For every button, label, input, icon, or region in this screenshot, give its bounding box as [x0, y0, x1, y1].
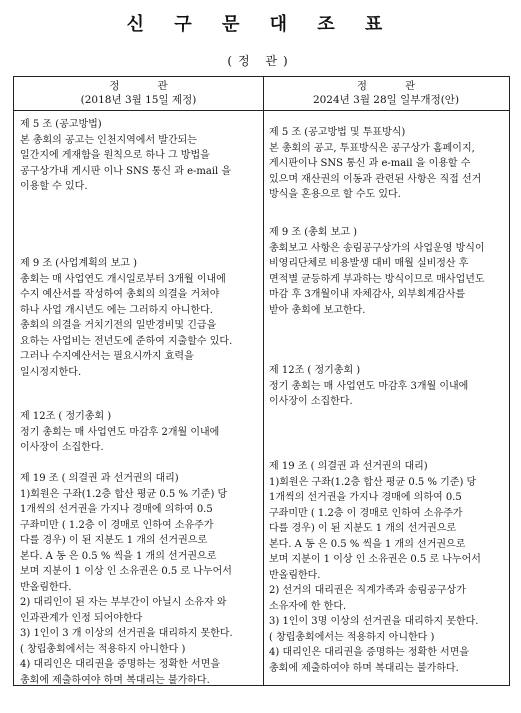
article-line: 1)회원은 구좌(1.2층 합산 평균 0.5 % 기준) 당 — [269, 476, 477, 488]
old-article-19 — [20, 471, 259, 688]
article-line: 게시판이나 SNS 통신 과 e-mail 을 이용할 수 — [269, 158, 471, 169]
old-article-5 — [20, 117, 259, 195]
article-line: 인과관계가 인정 되어야한다 — [20, 612, 143, 624]
article-heading: 제 12조 ( 정기총회 ) — [269, 365, 361, 376]
article-heading: 제 5 조 (공고방법) — [20, 119, 102, 130]
article-line: 정기 총회는 매 사업연도 마감후 2개월 이내에 — [20, 426, 220, 438]
new-article-5 — [269, 125, 505, 203]
article-heading: 제 5 조 (공고방법 및 투표방식) — [269, 127, 406, 138]
article-line: 4) 대리인은 대리권을 증명하는 정확한 서면을 — [269, 647, 470, 658]
article-line: 이사장이 소집한다. — [20, 442, 104, 453]
article-line: 다를 경우) 이 된 지분도 1 개의 선거권으로 — [269, 523, 457, 534]
article-line: 3) 1인이 3명 이상의 선거권을 대리하지 못한다. — [269, 616, 479, 627]
article-line: 수지 예산서를 작성하여 총회의 의결을 거쳐야 — [20, 289, 220, 300]
article-line: 반올림한다. — [20, 581, 72, 593]
article-line: 3) 1인이 3 개 이상의 선거권을 대리하지 못한다. — [20, 628, 233, 639]
article-line: 받아 총회에 보고한다. — [269, 304, 366, 316]
article-line: 본다. A 동 은 0.5 % 씩을 1 개의 선거권으로 — [20, 550, 217, 562]
new-article-19 — [269, 459, 505, 676]
article-line: 1)회원은 구좌(1.2층 합산 평균 0.5 % 기준) 당 — [20, 488, 228, 500]
article-line: 보며 지분이 1 이상 인 소유권은 0.5 로 나누어서 — [269, 554, 481, 565]
article-line: 면적별 균등하게 부과하는 방식이므로 매사업년도 — [269, 273, 485, 285]
article-line: 본 총회의 공고, 투표방식은 공구상가 홈페이지, — [269, 142, 475, 154]
article-heading: 제 9 조 (사업계획의 보고 ) — [20, 258, 137, 269]
new-version-column — [263, 77, 509, 685]
article-line: 반올림한다. — [269, 569, 321, 581]
article-line: 이사장이 소집한다. — [269, 396, 353, 407]
article-line: 총회의 의결을 거치기전의 일반경비및 긴급을 — [20, 320, 217, 331]
article-line: 방식을 혼용으로 할 수도 있다. — [269, 189, 401, 200]
article-line: 소유자에 한 한다. — [269, 600, 347, 612]
article-line: 1개씩의 선거권을 가지나 경매에 의하여 0.5 — [20, 504, 213, 515]
article-line: 보며 지분이 1 이상 인 소유권은 0.5 로 나누어서 — [20, 566, 232, 577]
article-line: ( 창립총회에서는 적용하지 아니한다 ) — [269, 631, 435, 643]
article-line: 비영리단체로 비용발생 대비 매월 실비정산 후 — [269, 258, 469, 269]
article-line: 공구상가내 게시판 이나 SNS 통신 과 e-mail 을 — [20, 165, 232, 177]
old-article-9 — [20, 256, 259, 380]
old-header-date: (2018년 3월 15일 제정) — [80, 94, 197, 106]
article-line: 정기 총회는 매 사업연도 마감후 3개월 이내에 — [269, 380, 469, 392]
comparison-table — [13, 76, 510, 686]
article-heading: 제 19 조 ( 의결권 과 선거권의 대리) — [20, 473, 179, 484]
article-line: 2) 대리인이 된 자는 부부간이 아닐시 소유자 와 — [20, 597, 227, 608]
article-line: 있으며 재산권의 이동과 관련된 사항은 직접 선거 — [269, 173, 482, 185]
article-line: 일시정지한다. — [20, 366, 82, 378]
old-version-column — [14, 77, 264, 685]
article-line: 일간지에 게재함을 원칙으로 하나 그 방법을 — [20, 150, 210, 161]
document-subtitle: (정 관) — [227, 54, 294, 68]
article-line: 다를 경우) 이 된 지분도 1 개의 선거권으로 — [20, 535, 208, 546]
article-line: 구좌미만 ( 1.2층 이 경매로 인하여 소유주가 — [20, 519, 214, 531]
article-heading: 제 9 조 (총회 보고 ) — [269, 227, 358, 238]
article-line: 총회에 제출하여야 하며 복대리는 불가하다. — [20, 674, 210, 686]
article-line: 총회에 제출하여야 하며 복대리는 불가하다. — [269, 662, 459, 674]
article-line: 마감 후 3개월이내 자체감사, 외부회계감사를 — [269, 289, 466, 300]
old-article-12 — [20, 409, 259, 456]
new-article-12 — [269, 363, 505, 410]
new-column-header — [263, 77, 509, 111]
article-line: 총회는 매 사업연도 개시일로부터 3개월 이내에 — [20, 273, 226, 285]
article-line: 본 총회의 공고는 인천지역에서 발간되는 — [20, 134, 197, 146]
article-line: 그러나 수지예산서는 필요시까지 효력을 — [20, 351, 194, 362]
article-line: 요하는 사업비는 전년도에 준하여 지출할수 있다. — [20, 335, 233, 347]
document-title: 신 구 문 대 조 표 — [126, 14, 395, 35]
article-line: 총회보고 사항은 송림공구상가의 사업운영 방식이 — [269, 242, 485, 254]
new-header-title: 정관 — [356, 80, 454, 92]
old-header-title: 정관 — [109, 80, 206, 92]
article-line: 하나 사업 개시년도 에는 그러하지 아니한다. — [20, 304, 213, 316]
article-heading: 제 12조 ( 정기총회 ) — [20, 411, 112, 422]
new-header-date: 2024년 3월 28일 일부개정(안) — [312, 94, 460, 106]
old-column-header — [14, 77, 263, 111]
article-heading: 제 19 조 ( 의결권 과 선거권의 대리) — [269, 461, 428, 472]
article-line: 이용할 수 있다. — [20, 181, 88, 192]
article-line: 2) 선거의 대리권은 직계가족과 송림공구상가 — [269, 585, 466, 596]
new-article-9 — [269, 225, 505, 318]
article-line: 4) 대리인은 대리권을 증명하는 정확한 서면을 — [20, 659, 221, 670]
article-line: 1개씩의 선거권을 가지나 경매에 의하여 0.5 — [269, 492, 462, 503]
article-line: 본다. A 동 은 0.5 % 씩을 1 개의 선거권으로 — [269, 538, 466, 550]
article-line: 구좌미만 ( 1.2층 이 경매로 인하여 소유주가 — [269, 507, 463, 519]
article-line: ( 창립총회에서는 적용하지 아니한다 ) — [20, 643, 186, 655]
